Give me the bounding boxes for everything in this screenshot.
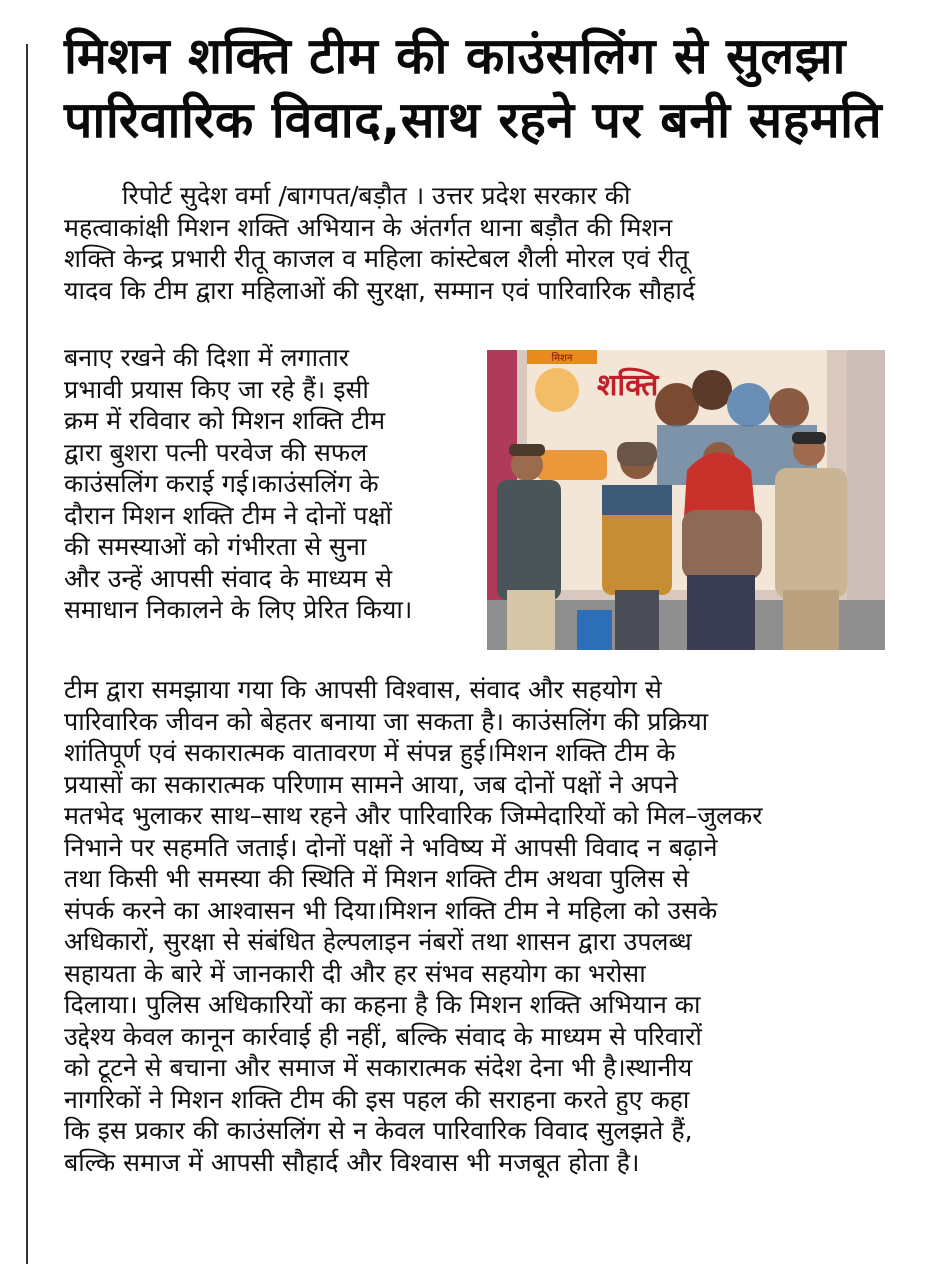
beside-photo-paragraph: [64, 342, 476, 626]
beside-line: दौरान मिशन शक्ति टीम ने दोनों पक्षों: [64, 500, 393, 530]
after-line: प्रयासों का सकारात्मक परिणाम सामने आया, जब दोनों पक्षों ने अपने: [64, 769, 678, 799]
column-rule: [26, 44, 28, 1264]
after-line: नागरिकों ने मिशन शक्ति टीम की इस पहल की सराहना करते हुए कहा: [64, 1084, 690, 1114]
after-line: संपर्क करने का आश्वासन भी दिया।मिशन शक्ति टीम ने महिला को उसके: [64, 895, 718, 925]
intro-line: महत्वाकांक्षी मिशन शक्ति अभियान के अंतर्गत थाना बड़ौत की मिशन: [64, 212, 673, 242]
after-line: दिलाया। पुलिस अधिकारियों का कहना है कि मिशन शक्ति अभियान का: [64, 990, 701, 1019]
after-line: पारिवारिक जीवन को बेहतर बनाया जा सकता है। काउंसलिंग की प्रक्रिया: [64, 706, 709, 736]
beside-line: बनाए रखने की दिशा में लगातार: [64, 343, 350, 372]
headline-line-2: पारिवारिक विवाद,साथ रहने पर बनी सहमति: [64, 91, 883, 149]
after-line: शांतिपूर्ण एवं सकारात्मक वातावरण में संपन्न हुई।मिशन शक्ति टीम के: [64, 738, 676, 767]
beside-line: काउंसलिंग कराई गई।काउंसलिंग के: [64, 469, 379, 498]
intro-line: शक्ति केन्द्र प्रभारी रीतू काजल व महिला कांस्टेबल शैली मोरल एवं रीतू: [64, 244, 689, 273]
headline-line-1: मिशन शक्ति टीम की काउंसलिंग से सुलझा: [64, 27, 846, 85]
beside-line: क्रम में रविवार को मिशन शक्ति टीम: [64, 406, 386, 435]
beside-line: द्वारा बुशरा पत्नी परवेज की सफल: [64, 437, 368, 467]
beside-line: समाधान निकालने के लिए प्रेरित किया।: [64, 595, 413, 624]
after-line: निभाने पर सहमति जताई। दोनों पक्षों ने भविष्य में आपसी विवाद न बढ़ाने: [64, 832, 718, 862]
beside-line: प्रभावी प्रयास किए जा रहे हैं। इसी: [64, 374, 369, 404]
after-line: मतभेद भुलाकर साथ–साथ रहने और पारिवारिक जिम्मेदारियों को मिल–जुलकर: [64, 801, 763, 830]
beside-line: की समस्याओं को गंभीरता से सुना: [64, 532, 367, 561]
beside-line: और उन्हें आपसी संवाद के माध्यम से: [64, 563, 392, 593]
after-line: कि इस प्रकार की काउंसलिंग से न केवल पारिवारिक विवाद सुलझते हैं,: [64, 1116, 693, 1145]
after-line: को टूटने से बचाना और समाज में सकारात्मक संदेश देना भी है।स्थानीय: [64, 1053, 693, 1082]
blue-bucket: [577, 610, 612, 650]
intro-line: रिपोर्ट सुदेश वर्मा /बागपत/बड़ौत । उत्तर प्रदेश सरकार की: [122, 181, 631, 210]
poster-title: शक्ति: [597, 368, 659, 403]
after-line: टीम द्वारा समझाया गया कि आपसी विश्वास, संवाद और सहयोग से: [64, 675, 662, 704]
headline: [64, 24, 884, 152]
after-line: उद्देश्य केवल कानून कार्रवाई ही नहीं, बल्कि संवाद के माध्यम से परिवारों: [64, 1021, 702, 1051]
intro-paragraph: [64, 180, 880, 306]
news-photo: [487, 350, 885, 650]
after-line: तथा किसी भी समस्या की स्थिति में मिशन शक्ति टीम अथवा पुलिस से: [64, 864, 690, 893]
after-line: अधिकारों, सुरक्षा से संबंधित हेल्पलाइन नंबरों तथा शासन द्वारा उपलब्ध: [64, 927, 692, 956]
after-line: सहायता के बारे में जानकारी दी और हर संभव सहयोग का भरोसा: [64, 958, 646, 988]
intro-line: यादव कि टीम द्वारा महिलाओं की सुरक्षा, सम्मान एवं पारिवारिक सौहार्द: [64, 275, 696, 305]
after-line: बल्कि समाज में आपसी सौहार्द और विश्वास भी मजबूत होता है।: [64, 1147, 640, 1177]
poster-banner-top: मिशन: [551, 353, 573, 364]
person-woman: [682, 442, 762, 650]
after-photo-paragraph: [64, 674, 880, 1178]
